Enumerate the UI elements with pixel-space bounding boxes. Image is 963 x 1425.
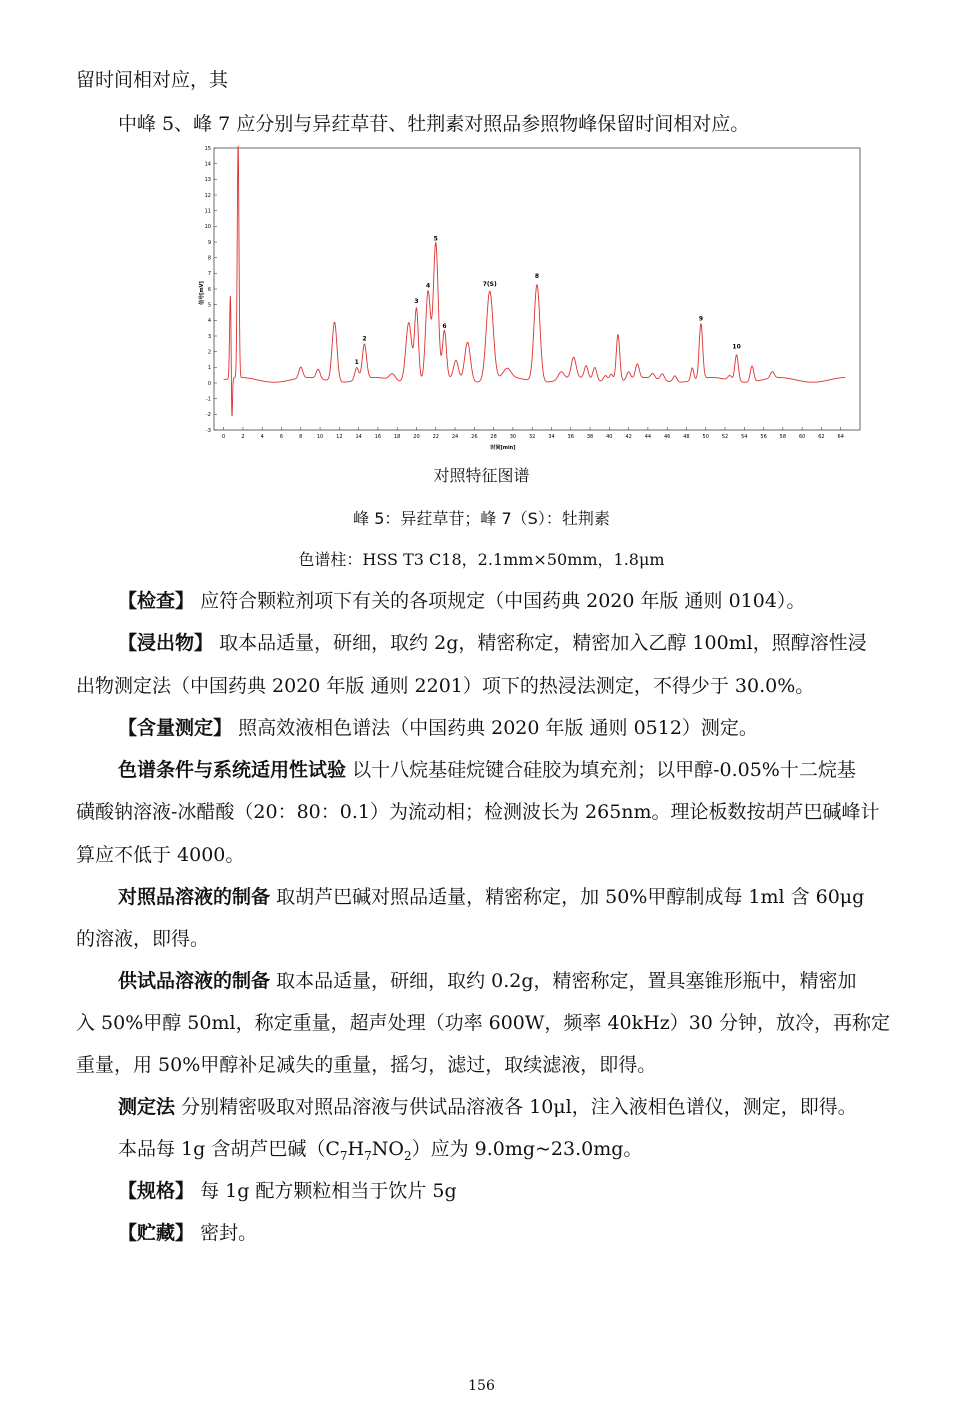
- section-heading: 供试品溶液的制备: [118, 970, 271, 992]
- y-tick-label: 12: [204, 192, 211, 199]
- peak-label: 8: [534, 273, 540, 281]
- y-tick-label: -3: [206, 427, 211, 434]
- text-line: 的溶液，即得。: [76, 928, 210, 950]
- y-tick-label: -1: [206, 396, 211, 403]
- x-tick-label: 20: [413, 434, 420, 440]
- chromatogram-trace: [224, 146, 846, 417]
- page-number: 156: [468, 1378, 495, 1394]
- formula-part: NO: [371, 1138, 404, 1160]
- y-tick-label: 14: [204, 161, 211, 168]
- section-heading: 【贮藏】: [118, 1222, 195, 1244]
- y-tick-label: 1: [207, 365, 211, 372]
- x-tick-label: 24: [451, 434, 459, 440]
- y-tick-label: 0: [207, 380, 211, 387]
- x-tick-label: 60: [798, 434, 806, 440]
- x-tick-label: 14: [355, 434, 362, 440]
- text-line: 中峰 5、峰 7 应分别与异荭草苷、牡荆素对照品参照物峰保留时间相对应。: [118, 113, 750, 135]
- figure-caption: 对照特征图谱: [433, 466, 530, 485]
- section-text: 应符合颗粒剂项下有关的各项规定（中国药典 2020 年版 通则 0104）。: [200, 590, 806, 612]
- requirement-text: 本品每 1g 含胡芦巴碱（C: [118, 1138, 340, 1160]
- peak-label: 9: [698, 315, 704, 323]
- section-text: 以十八烷基硅烷键合硅胶为填充剂；以甲醇-0.05%十二烷基: [352, 759, 856, 781]
- y-axis-label: 信号[mV]: [199, 281, 205, 305]
- y-tick-label: 4: [207, 318, 211, 325]
- x-tick-label: 42: [625, 434, 632, 440]
- peak-label: 4: [425, 282, 431, 290]
- subscript: 7: [364, 1148, 372, 1163]
- y-tick-label: 10: [204, 224, 211, 231]
- plot-frame: [214, 148, 860, 430]
- y-axis: [205, 146, 217, 434]
- x-tick-label: 32: [528, 434, 536, 440]
- text-line: 入 50%甲醇 50ml，称定重量，超声处理（功率 600W，频率 40kHz）30 分钟，放冷，再称定: [76, 1012, 890, 1034]
- y-tick-label: 7: [207, 271, 211, 278]
- x-axis: [222, 427, 844, 440]
- x-tick-label: 18: [394, 434, 401, 440]
- y-tick-label: 11: [204, 208, 211, 215]
- chromatogram-chart: [197, 145, 865, 453]
- peak-label: 7(S): [482, 280, 497, 288]
- x-tick-label: 50: [702, 434, 709, 440]
- section-heading: 【含量测定】: [118, 717, 233, 739]
- section-heading: 色谱条件与系统适用性试验: [118, 759, 347, 781]
- y-tick-label: 15: [204, 145, 211, 152]
- content-requirement: [118, 1137, 642, 1161]
- section-text: 分别精密吸取对照品溶液与供试品溶液各 10μl，注入液相色谱仪，测定，即得。: [181, 1096, 857, 1118]
- y-tick-label: 13: [204, 177, 211, 184]
- x-tick-label: 38: [586, 434, 594, 440]
- x-tick-label: 10: [316, 434, 324, 440]
- text-line: 出物测定法（中国药典 2020 年版 通则 2201）项下的热浸法测定，不得少于 30.0%。: [76, 675, 815, 697]
- section-sepu: [118, 758, 856, 782]
- x-tick-label: 48: [683, 434, 690, 440]
- peak-label: 2: [362, 335, 367, 343]
- section-hanliang: [118, 716, 758, 740]
- text-line: 算应不低于 4000。: [76, 844, 245, 866]
- section-zhucang: [118, 1221, 257, 1245]
- x-tick-label: 26: [471, 434, 478, 440]
- y-tick-label: 3: [207, 333, 211, 340]
- x-tick-label: 0: [222, 434, 226, 440]
- x-tick-label: 30: [509, 434, 517, 440]
- subscript: 2: [403, 1148, 412, 1163]
- x-tick-label: 64: [837, 434, 844, 440]
- x-tick-label: 52: [721, 434, 729, 440]
- x-tick-label: 62: [818, 434, 825, 440]
- x-tick-label: 22: [432, 434, 439, 440]
- section-heading: 【浸出物】: [118, 632, 214, 654]
- section-jinchu: [118, 631, 867, 655]
- x-tick-label: 6: [279, 434, 284, 440]
- peak-label: 6: [442, 323, 447, 331]
- text-line: 重量，用 50%甲醇补足减失的重量，摇匀，滤过，取续滤液，即得。: [76, 1054, 657, 1076]
- x-tick-label: 16: [374, 434, 382, 440]
- y-tick-label: -2: [206, 412, 211, 419]
- figure-caption-peaks: 峰 5：异荭草苷；峰 7（S）：牡荆素: [353, 509, 610, 528]
- y-tick-label: 6: [207, 286, 211, 293]
- section-ceding: [118, 1095, 857, 1119]
- peak-label: 3: [414, 298, 419, 306]
- peak-label: 5: [433, 235, 438, 243]
- section-text: 每 1g 配方颗粒相当于饮片 5g: [200, 1180, 457, 1202]
- peak-label: 1: [354, 359, 359, 367]
- section-guige: [118, 1179, 457, 1203]
- subscript: 7: [339, 1148, 348, 1163]
- section-text: 取胡芦巴碱对照品适量，精密称定，加 50%甲醇制成每 1ml 含 60μg: [276, 886, 865, 908]
- section-jiancha: [118, 589, 805, 613]
- x-tick-label: 28: [490, 434, 497, 440]
- section-heading: 对照品溶液的制备: [118, 886, 271, 908]
- formula-part: H: [347, 1138, 365, 1160]
- x-axis-label: 时间[min]: [490, 445, 516, 451]
- section-text: 照高效液相色谱法（中国药典 2020 年版 通则 0512）测定。: [238, 717, 758, 739]
- x-tick-label: 36: [567, 434, 574, 440]
- y-tick-label: 8: [207, 255, 211, 262]
- section-gongshi: [118, 969, 856, 993]
- requirement-text: ）应为 9.0mg~23.0mg。: [411, 1138, 643, 1160]
- text-line: 留时间相对应，其: [76, 69, 229, 91]
- x-tick-label: 46: [663, 434, 671, 440]
- section-heading: 测定法: [118, 1096, 176, 1118]
- x-tick-label: 12: [336, 434, 343, 440]
- section-heading: 【检查】: [118, 590, 195, 612]
- section-duizhao: [118, 885, 864, 909]
- figure-caption-column: 色谱柱：HSS T3 C18，2.1mm×50mm，1.8μm: [298, 550, 665, 569]
- x-tick-label: 34: [548, 434, 555, 440]
- section-text: 取本品适量，研细，取约 2g，精密称定，精密加入乙醇 100ml，照醇溶性浸: [219, 632, 867, 654]
- peak-label: 10: [732, 343, 741, 351]
- section-heading: 【规格】: [118, 1180, 195, 1202]
- y-tick-label: 5: [207, 302, 211, 309]
- x-tick-label: 2: [241, 434, 245, 440]
- x-tick-label: 54: [741, 434, 748, 440]
- section-text: 取本品适量，研细，取约 0.2g，精密称定，置具塞锥形瓶中，精密加: [276, 970, 857, 992]
- x-tick-label: 58: [779, 434, 787, 440]
- x-tick-label: 8: [299, 434, 303, 440]
- text-line: 磺酸钠溶液-冰醋酸（20：80：0.1）为流动相；检测波长为 265nm。理论板数按胡芦巴碱峰计: [76, 801, 880, 823]
- y-tick-label: 9: [207, 239, 211, 246]
- x-tick-label: 56: [760, 434, 767, 440]
- x-tick-label: 4: [260, 434, 264, 440]
- y-tick-label: 2: [207, 349, 211, 356]
- section-text: 密封。: [200, 1222, 258, 1244]
- x-tick-label: 44: [644, 434, 652, 440]
- x-tick-label: 40: [606, 434, 613, 440]
